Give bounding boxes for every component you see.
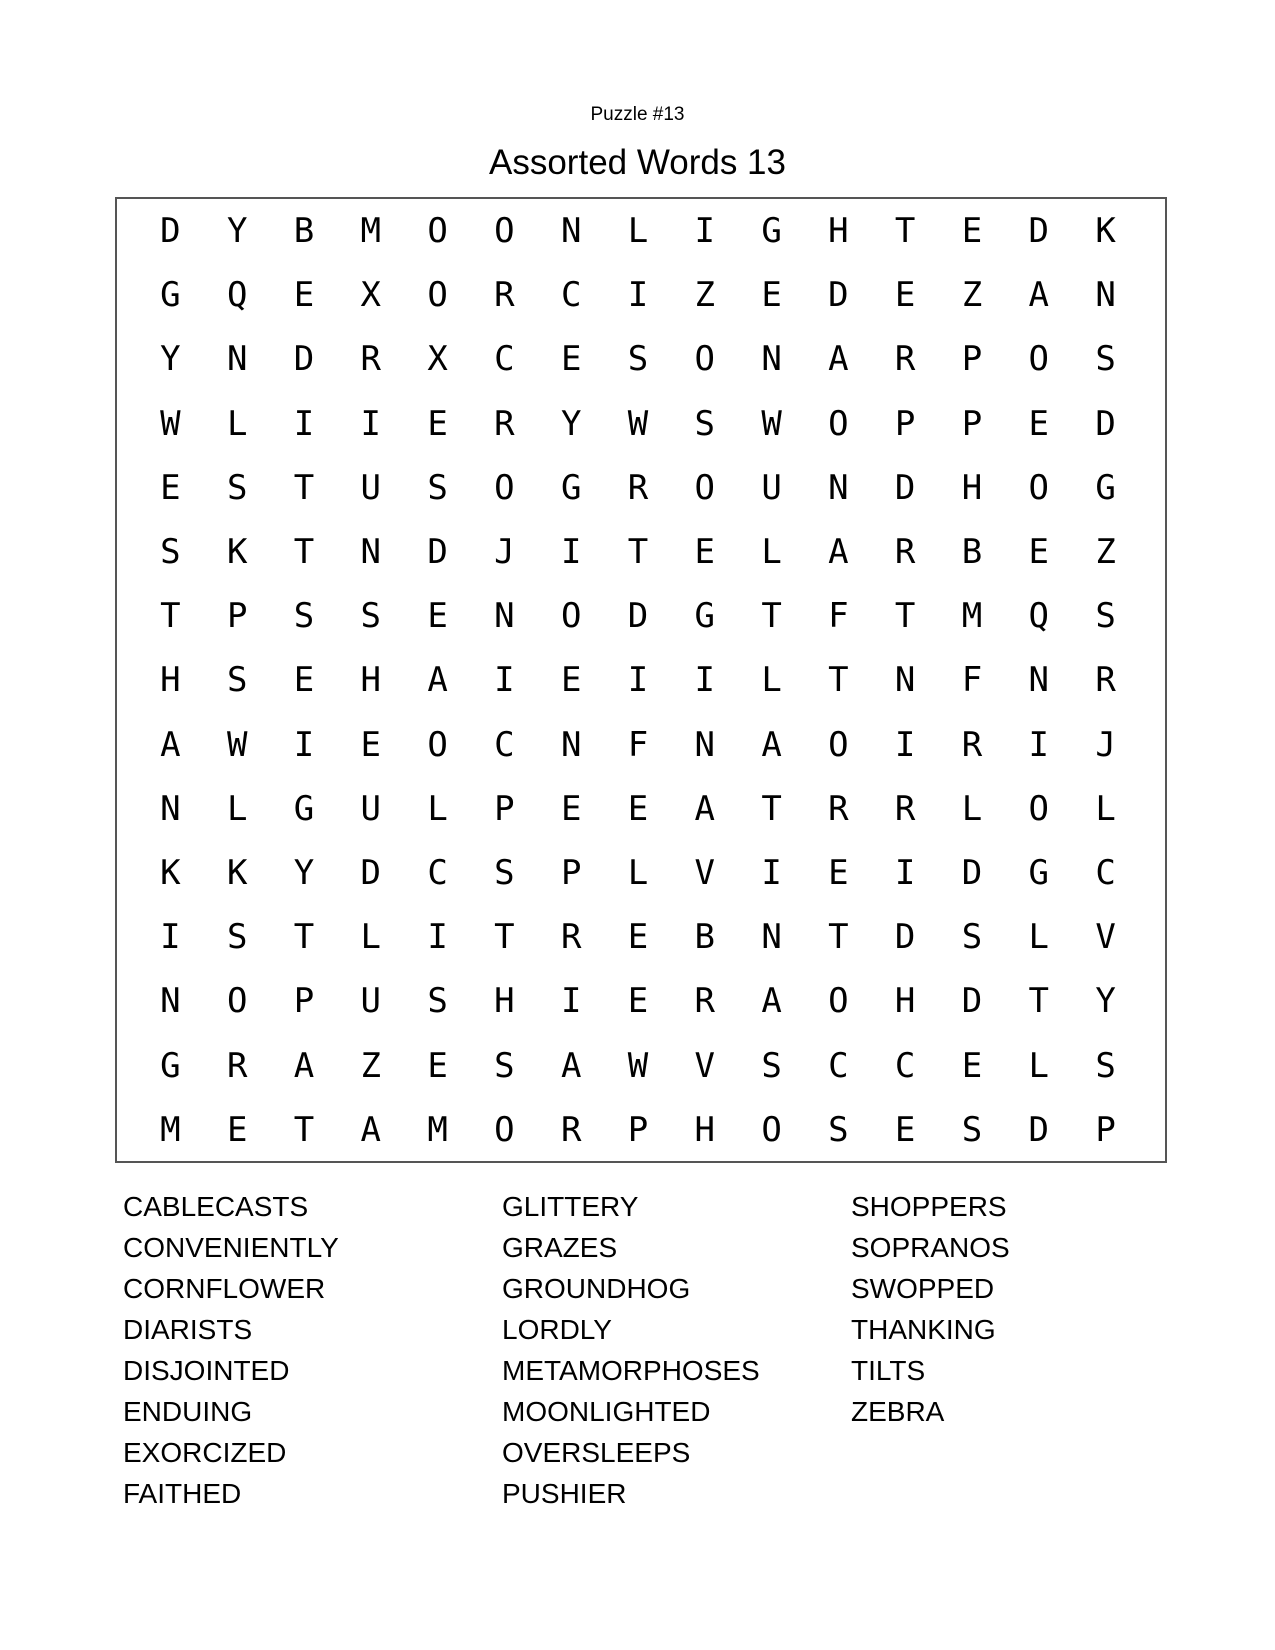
grid-cell[interactable]: L [761, 532, 782, 573]
grid-cell[interactable]: D [627, 596, 649, 637]
grid-cell[interactable]: S [1095, 1045, 1116, 1086]
grid-cell[interactable]: E [427, 1045, 448, 1086]
word-list-item: SOPRANOS [851, 1232, 1010, 1263]
word-list-item: CABLECASTS [123, 1191, 309, 1222]
grid-cell[interactable]: A [761, 724, 782, 765]
grid-cell[interactable]: L [1028, 1045, 1049, 1086]
grid-cell[interactable]: A [560, 1045, 582, 1086]
grid-cell[interactable]: I [694, 211, 716, 252]
grid-cell[interactable]: R [894, 532, 916, 573]
grid-cell[interactable]: H [894, 981, 916, 1022]
grid-cell[interactable]: E [160, 467, 181, 508]
grid-cell[interactable]: H [494, 981, 515, 1022]
grid-cell[interactable]: S [427, 467, 448, 508]
word-list-item: ENDUING [123, 1396, 253, 1427]
word-list-item: CONVENIENTLY [123, 1232, 339, 1263]
grid-cell[interactable]: O [828, 403, 849, 444]
grid-cell[interactable]: T [761, 788, 782, 829]
grid-cell[interactable]: O [427, 275, 448, 316]
grid-cell[interactable]: P [1095, 1109, 1116, 1150]
grid-cell[interactable]: S [226, 467, 248, 508]
grid-cell[interactable]: G [694, 596, 716, 637]
word-list-item: GRAZES [502, 1232, 618, 1263]
grid-cell[interactable]: Y [293, 852, 315, 893]
grid-cell[interactable]: P [627, 1109, 649, 1150]
grid-cell[interactable]: P [226, 596, 248, 637]
grid-cell[interactable]: O [761, 1109, 782, 1150]
grid-cell[interactable]: A [761, 981, 782, 1022]
grid-cell[interactable]: N [226, 339, 248, 380]
grid-cell[interactable]: F [627, 724, 649, 765]
grid-cell[interactable]: E [694, 532, 716, 573]
grid-cell[interactable]: W [627, 1045, 649, 1086]
grid-cell[interactable]: O [427, 724, 448, 765]
grid-cell[interactable]: A [427, 660, 448, 701]
grid-cell[interactable]: G [160, 1045, 181, 1086]
grid-cell[interactable]: N [494, 596, 515, 637]
grid-cell[interactable]: S [1095, 596, 1116, 637]
word-list-item: THANKING [851, 1314, 996, 1345]
grid-cell[interactable]: C [494, 724, 515, 765]
grid-cell[interactable]: E [761, 275, 782, 316]
grid-cell[interactable]: T [828, 660, 849, 701]
grid-cell[interactable]: D [894, 467, 916, 508]
grid-cell[interactable]: G [160, 275, 181, 316]
grid-cell[interactable]: J [1095, 724, 1116, 765]
grid-cell[interactable]: E [427, 596, 448, 637]
grid-cell[interactable]: T [894, 211, 916, 252]
grid-cell[interactable]: N [761, 339, 782, 380]
grid-cell[interactable]: H [961, 467, 983, 508]
grid-cell[interactable]: O [1028, 339, 1049, 380]
word-list-column-2 [502, 1186, 760, 1514]
grid-cell[interactable]: A [1028, 275, 1049, 316]
grid-cell[interactable]: F [961, 660, 983, 701]
grid-cell[interactable]: D [961, 981, 983, 1022]
grid-cell[interactable]: C [828, 1045, 849, 1086]
grid-cell[interactable]: E [293, 660, 315, 701]
grid-cell[interactable]: V [694, 1045, 716, 1086]
grid-cell[interactable]: N [560, 211, 582, 252]
grid-cell[interactable]: H [828, 211, 849, 252]
grid-cell[interactable]: E [1028, 532, 1049, 573]
grid-cell[interactable]: T [828, 917, 849, 958]
grid-cell[interactable]: I [627, 660, 649, 701]
grid-cell[interactable]: N [160, 981, 181, 1022]
grid-cell[interactable]: I [894, 724, 916, 765]
grid-cell[interactable]: E [427, 403, 448, 444]
grid-cell[interactable]: D [1095, 403, 1116, 444]
grid-cell[interactable]: I [560, 981, 582, 1022]
grid-cell[interactable]: R [494, 403, 515, 444]
grid-cell[interactable]: W [761, 403, 782, 444]
grid-cell[interactable]: Y [226, 211, 248, 252]
grid-cell[interactable]: E [627, 788, 649, 829]
grid-cell[interactable]: Z [360, 1045, 382, 1086]
grid-cell[interactable]: E [1028, 403, 1049, 444]
grid-cell[interactable]: N [761, 917, 782, 958]
grid-cell[interactable]: T [293, 1109, 315, 1150]
grid-cell[interactable]: O [694, 467, 716, 508]
grid-cell[interactable]: P [961, 339, 983, 380]
grid-cell[interactable]: R [694, 981, 716, 1022]
grid-cell[interactable]: W [627, 403, 649, 444]
grid-cell[interactable]: X [427, 339, 448, 380]
letter-grid[interactable] [137, 199, 1139, 1162]
grid-cell[interactable]: I [360, 403, 382, 444]
grid-cell[interactable]: T [293, 467, 315, 508]
grid-cell[interactable]: D [1028, 1109, 1049, 1150]
grid-cell[interactable]: T [894, 596, 916, 637]
grid-cell[interactable]: G [560, 467, 582, 508]
grid-cell[interactable]: N [1028, 660, 1049, 701]
word-list-item: SWOPPED [851, 1273, 995, 1304]
grid-cell[interactable]: W [226, 724, 248, 765]
grid-cell[interactable]: K [226, 852, 248, 893]
grid-cell[interactable]: E [560, 788, 582, 829]
grid-cell[interactable]: R [961, 724, 983, 765]
word-list-item: ZEBRA [851, 1396, 945, 1427]
grid-cell[interactable]: K [226, 532, 248, 573]
grid-cell[interactable]: S [427, 981, 448, 1022]
grid-cell[interactable]: N [160, 788, 181, 829]
grid-cell[interactable]: G [1095, 467, 1116, 508]
grid-cell[interactable]: X [360, 275, 382, 316]
word-list-item: TILTS [851, 1355, 926, 1386]
grid-cell[interactable]: S [828, 1109, 849, 1150]
grid-cell[interactable]: D [828, 275, 849, 316]
grid-cell[interactable]: E [894, 275, 916, 316]
grid-cell[interactable]: L [627, 852, 649, 893]
grid-cell[interactable]: H [160, 660, 181, 701]
grid-cell[interactable]: E [627, 981, 649, 1022]
grid-cell[interactable]: D [360, 852, 382, 893]
grid-cell[interactable]: S [226, 917, 248, 958]
grid-cell[interactable]: E [627, 917, 649, 958]
grid-cell[interactable]: E [894, 1109, 916, 1150]
grid-cell[interactable]: A [160, 724, 181, 765]
grid-cell[interactable]: H [360, 660, 382, 701]
grid-cell[interactable]: T [761, 596, 782, 637]
grid-cell[interactable]: G [1028, 852, 1049, 893]
grid-cell[interactable]: O [494, 467, 515, 508]
grid-cell[interactable]: M [427, 1109, 448, 1150]
grid-cell[interactable]: U [360, 467, 382, 508]
grid-cell[interactable]: M [360, 211, 382, 252]
word-list-item: EXORCIZED [123, 1437, 287, 1468]
grid-cell[interactable]: O [226, 981, 248, 1022]
word-list-item: DIARISTS [123, 1314, 253, 1345]
grid-cell[interactable]: D [961, 852, 983, 893]
grid-cell[interactable]: I [494, 660, 515, 701]
grid-cell[interactable]: E [560, 339, 582, 380]
grid-cell[interactable]: N [1095, 275, 1116, 316]
grid-cell[interactable]: Z [1095, 532, 1116, 573]
grid-cell[interactable]: L [627, 211, 649, 252]
puzzle-title: Assorted Words 13 [489, 143, 786, 182]
grid-cell[interactable]: Q [226, 275, 248, 316]
word-list-item: SHOPPERS [851, 1191, 1007, 1222]
word-list-item: OVERSLEEPS [502, 1437, 691, 1468]
grid-cell[interactable]: I [761, 852, 782, 893]
grid-cell[interactable]: L [961, 788, 983, 829]
grid-cell[interactable]: O [427, 211, 448, 252]
grid-cell[interactable]: V [1095, 917, 1116, 958]
word-list-item: MOONLIGHTED [502, 1396, 711, 1427]
grid-cell[interactable]: R [360, 339, 382, 380]
grid-cell[interactable]: A [293, 1045, 315, 1086]
grid-cell[interactable]: A [828, 339, 849, 380]
grid-cell[interactable]: N [894, 660, 916, 701]
grid-cell[interactable]: R [894, 788, 916, 829]
grid-cell[interactable]: L [226, 788, 248, 829]
grid-cell[interactable]: E [360, 724, 382, 765]
grid-cell[interactable]: L [761, 660, 782, 701]
grid-cell[interactable]: D [427, 532, 448, 573]
grid-cell[interactable]: G [293, 788, 315, 829]
grid-cell[interactable]: P [560, 852, 582, 893]
grid-cell[interactable]: Z [694, 275, 716, 316]
grid-cell[interactable]: O [694, 339, 716, 380]
grid-cell[interactable]: R [894, 339, 916, 380]
grid-cell[interactable]: A [360, 1109, 382, 1150]
grid-cell[interactable]: P [894, 403, 916, 444]
letter-grid-frame [115, 197, 1167, 1163]
grid-cell[interactable]: K [1095, 211, 1116, 252]
grid-cell[interactable]: L [226, 403, 248, 444]
grid-cell[interactable]: P [293, 981, 315, 1022]
grid-cell[interactable]: S [961, 917, 983, 958]
grid-cell[interactable]: S [226, 660, 248, 701]
grid-cell[interactable]: U [761, 467, 782, 508]
grid-cell[interactable]: O [494, 1109, 515, 1150]
grid-cell[interactable]: A [828, 532, 849, 573]
grid-cell[interactable]: E [226, 1109, 248, 1150]
grid-cell[interactable]: M [961, 596, 983, 637]
grid-cell[interactable]: I [627, 275, 649, 316]
word-list-item: METAMORPHOSES [502, 1355, 760, 1386]
grid-cell[interactable]: T [494, 917, 515, 958]
grid-cell[interactable]: T [293, 917, 315, 958]
grid-cell[interactable]: O [1028, 467, 1049, 508]
grid-cell[interactable]: R [494, 275, 515, 316]
grid-cell[interactable]: L [1028, 917, 1049, 958]
word-list-item: CORNFLOWER [123, 1273, 326, 1304]
word-list-item: GROUNDHOG [502, 1273, 691, 1304]
word-list-item: FAITHED [123, 1478, 242, 1509]
grid-cell[interactable]: O [560, 596, 582, 637]
grid-cell[interactable]: I [1028, 724, 1049, 765]
grid-cell[interactable]: Y [160, 339, 181, 380]
grid-cell[interactable]: N [694, 724, 716, 765]
grid-cell[interactable]: E [560, 660, 582, 701]
grid-cell[interactable]: N [828, 467, 849, 508]
grid-cell[interactable]: C [560, 275, 582, 316]
grid-cell[interactable]: T [627, 532, 649, 573]
grid-cell[interactable]: E [961, 211, 983, 252]
grid-cell[interactable]: I [293, 403, 315, 444]
grid-cell[interactable]: T [160, 596, 181, 637]
grid-cell[interactable]: H [694, 1109, 716, 1150]
grid-cell[interactable]: P [961, 403, 983, 444]
word-list-item: GLITTERY [502, 1191, 639, 1222]
grid-cell[interactable]: D [293, 339, 315, 380]
grid-cell[interactable]: I [427, 917, 448, 958]
grid-cell[interactable]: D [894, 917, 916, 958]
grid-cell[interactable]: O [494, 211, 515, 252]
grid-cell[interactable]: S [1095, 339, 1116, 380]
grid-cell[interactable]: B [293, 211, 315, 252]
grid-cell[interactable]: T [293, 532, 315, 573]
grid-cell[interactable]: A [694, 788, 716, 829]
grid-cell[interactable]: I [293, 724, 315, 765]
grid-cell[interactable]: C [1095, 852, 1116, 893]
grid-cell[interactable]: O [1028, 788, 1049, 829]
grid-cell[interactable]: B [961, 532, 983, 573]
grid-cell[interactable]: U [360, 788, 382, 829]
grid-cell[interactable]: E [293, 275, 315, 316]
word-list-column-1 [123, 1186, 339, 1514]
grid-cell[interactable]: R [1095, 660, 1116, 701]
grid-cell[interactable]: O [828, 981, 849, 1022]
grid-cell[interactable]: G [761, 211, 782, 252]
grid-cell[interactable]: S [360, 596, 382, 637]
grid-cell[interactable]: R [560, 1109, 582, 1150]
grid-cell[interactable]: Z [961, 275, 983, 316]
word-list-item: PUSHIER [502, 1478, 627, 1509]
grid-cell[interactable]: S [961, 1109, 983, 1150]
grid-cell[interactable]: R [627, 467, 649, 508]
grid-cell[interactable]: V [694, 852, 716, 893]
grid-cell[interactable]: R [828, 788, 849, 829]
grid-cell[interactable]: E [961, 1045, 983, 1086]
grid-cell[interactable]: Y [1095, 981, 1116, 1022]
grid-cell[interactable]: M [160, 1109, 181, 1150]
grid-cell[interactable]: R [226, 1045, 248, 1086]
grid-cell[interactable]: N [360, 532, 382, 573]
grid-cell[interactable]: D [160, 211, 181, 252]
grid-cell[interactable]: E [828, 852, 849, 893]
grid-cell[interactable]: S [694, 403, 716, 444]
grid-cell[interactable]: S [494, 852, 515, 893]
grid-cell[interactable]: T [1028, 981, 1049, 1022]
grid-cell[interactable]: N [560, 724, 582, 765]
grid-cell[interactable]: L [1095, 788, 1116, 829]
grid-cell[interactable]: U [360, 981, 382, 1022]
puzzle-number: Puzzle #13 [590, 104, 685, 125]
grid-cell[interactable]: L [360, 917, 382, 958]
grid-cell[interactable]: O [828, 724, 849, 765]
grid-cell[interactable]: I [694, 660, 716, 701]
word-list-column-3 [851, 1186, 1010, 1432]
grid-cell[interactable]: F [828, 596, 849, 637]
grid-cell[interactable]: B [694, 917, 716, 958]
grid-cell[interactable]: S [494, 1045, 515, 1086]
grid-cell[interactable]: I [160, 917, 181, 958]
grid-cell[interactable]: K [160, 852, 181, 893]
grid-cell[interactable]: C [427, 852, 448, 893]
grid-cell[interactable]: S [293, 596, 315, 637]
grid-cell[interactable]: D [1028, 211, 1049, 252]
grid-cell[interactable]: W [160, 403, 181, 444]
grid-cell[interactable]: I [560, 532, 582, 573]
grid-cell[interactable]: C [494, 339, 515, 380]
grid-cell[interactable]: I [894, 852, 916, 893]
grid-cell[interactable]: Q [1028, 596, 1049, 637]
grid-cell[interactable]: J [494, 532, 515, 573]
grid-cell[interactable]: C [894, 1045, 916, 1086]
grid-cell[interactable]: S [160, 532, 181, 573]
grid-cell[interactable]: P [494, 788, 515, 829]
grid-cell[interactable]: S [761, 1045, 782, 1086]
grid-cell[interactable]: S [627, 339, 649, 380]
word-list-item: LORDLY [502, 1314, 612, 1345]
grid-cell[interactable]: R [560, 917, 582, 958]
grid-cell[interactable]: Y [560, 403, 582, 444]
word-list-item: DISJOINTED [123, 1355, 290, 1386]
grid-cell[interactable]: L [427, 788, 448, 829]
